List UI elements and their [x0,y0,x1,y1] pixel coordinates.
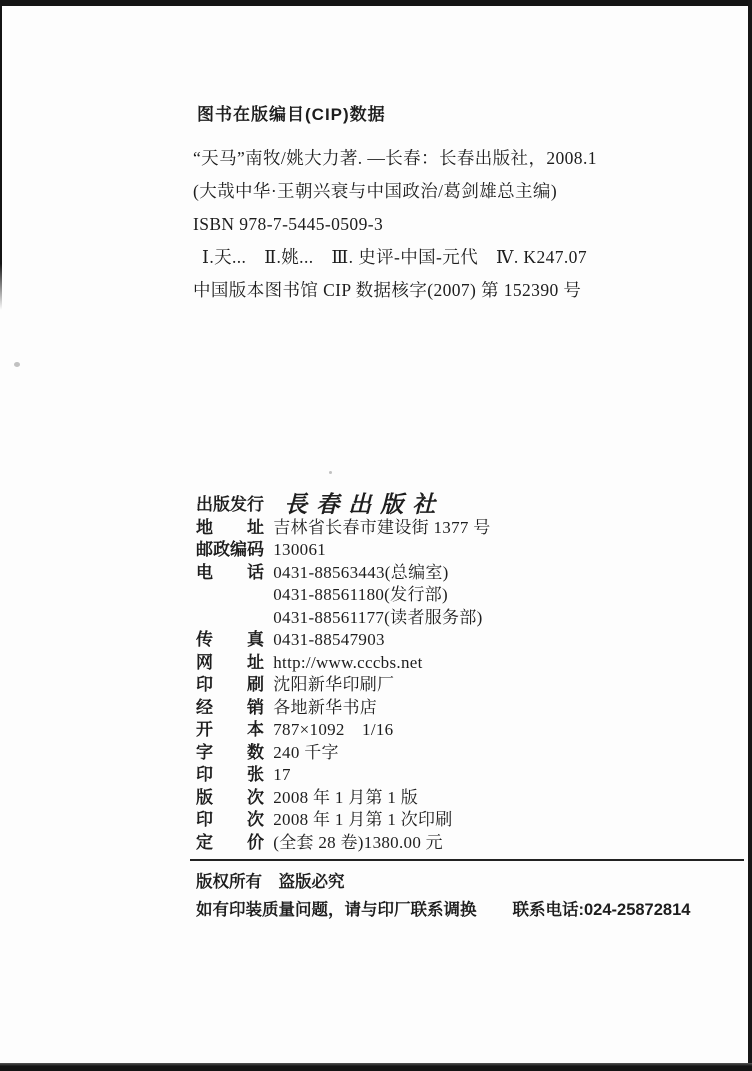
row-label: 版次 [196,787,264,807]
row-label: 地址 [196,517,264,537]
row-label: 定价 [196,832,264,852]
cip-data-block [193,100,653,307]
scan-edge-left [0,0,2,310]
colophon-row-sheets [196,764,696,787]
cip-classification: Ⅰ.天... Ⅱ.姚... Ⅲ. 史评-中国-元代 Ⅳ. K247.07 [202,247,587,267]
row-label: 传真 [196,630,264,649]
row-value: 沈阳新华印刷厂 [273,675,395,694]
colophon-row-phone2 [196,584,696,607]
scan-speck [329,471,332,474]
row-label: 开本 [196,720,264,739]
row-value: 17 [273,765,291,784]
quality-notice-line [196,897,716,925]
row-label: 印刷 [196,675,264,694]
colophon-row-printer [196,674,696,697]
footer-divider-line [190,859,744,861]
colophon-row-fax [196,629,696,652]
row-label: 经销 [196,697,264,717]
colophon-row-publisher [196,491,696,518]
row-value: 0431-88561177(读者服务部) [273,607,483,627]
cip-isbn: ISBN 978-7-5445-0509-3 [193,214,384,234]
contact-phone: 联系电话:024-25872814 [512,900,691,919]
scan-speck [14,362,20,367]
colophon-row-format [196,719,696,742]
row-label: 邮政编码 [196,540,264,559]
cip-bibliographic-line: “天马”南牧/姚大力著. —长春：长春出版社，2008.1 [193,148,597,168]
colophon-block [196,491,696,854]
colophon-row-phone [196,562,696,585]
row-value: 0431-88547903 [273,630,385,649]
row-label: 印张 [196,765,264,784]
row-value: 各地新华书店 [273,697,378,717]
row-label: 网址 [196,652,264,672]
footer-notices [196,869,716,924]
copyright-notice: 版权所有 盗版必究 [196,873,345,891]
scan-edge-top [0,0,752,6]
publisher-name-calligraphy: 長春出版社 [284,491,445,518]
colophon-row-phone3 [196,607,696,630]
scan-edge-right [748,0,752,1071]
row-value: 0431-88563443(总编室) [273,562,449,582]
colophon-row-postcode [196,539,696,562]
colophon-row-website [196,652,696,675]
row-value: 2008 年 1 月第 1 次印刷 [273,810,453,829]
quality-notice: 如有印装质量问题，请与印厂联系调换 [196,900,477,919]
colophon-row-edition [196,787,696,810]
colophon-row-wordcount [196,742,696,765]
row-value: 2008 年 1 月第 1 版 [273,787,418,807]
colophon-row-address [196,517,696,540]
row-label: 字数 [196,742,264,762]
row-value: http://www.cccbs.net [273,652,423,672]
row-value: 吉林省长春市建设街 1377 号 [273,517,491,537]
row-value: 0431-88561180(发行部) [273,585,449,604]
scan-edge-bottom [0,1063,752,1071]
row-label: 电话 [196,562,264,582]
row-value: 240 千字 [273,742,339,762]
row-value: 787×1092 1/16 [273,720,394,739]
cip-series-line: (大哉中华·王朝兴衰与中国政治/葛剑雄总主编) [193,181,558,201]
colophon-row-impression [196,809,696,832]
row-value: 130061 [273,540,327,559]
cip-title: 图书在版编目(CIP)数据 [197,105,386,124]
row-value: (全套 28 卷)1380.00 元 [273,832,443,852]
row-label: 印次 [196,810,264,829]
colophon-row-price [196,832,696,855]
cip-record-number: 中国版本图书馆 CIP 数据核字(2007) 第 152390 号 [193,280,582,300]
colophon-row-distributor [196,697,696,720]
row-label: 出版发行 [196,495,264,514]
